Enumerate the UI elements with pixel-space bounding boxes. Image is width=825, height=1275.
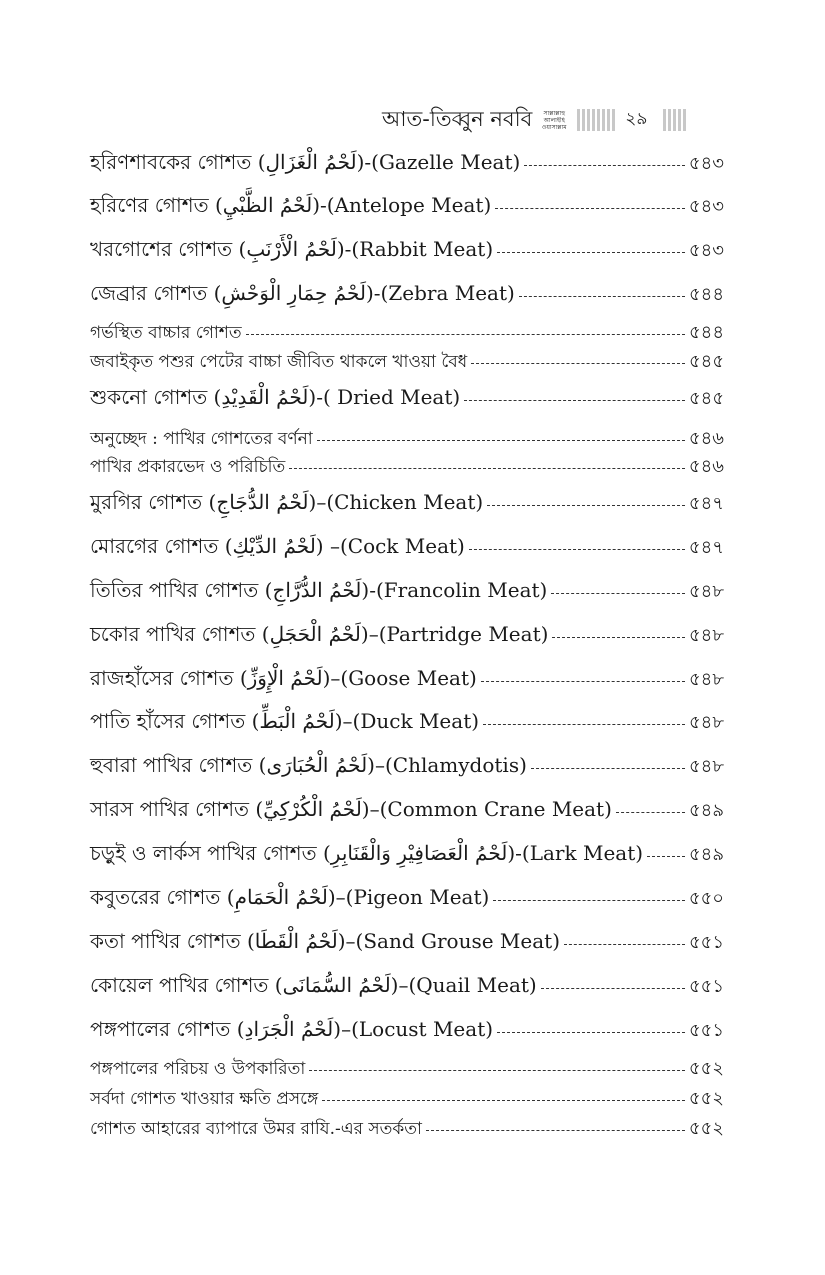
toc-page: ৫৪৮ <box>688 669 724 690</box>
toc-page: ৫৪৭ <box>688 537 724 558</box>
dot-leader <box>483 723 685 725</box>
dot-leader <box>487 504 685 506</box>
toc-title: গর্ভস্থিত বাচ্চার গোশত <box>90 323 242 343</box>
toc-entry <box>90 148 724 181</box>
toc-page: ৫৫১ <box>688 932 724 953</box>
toc-entry <box>90 707 724 740</box>
dot-leader <box>564 943 685 945</box>
toc-title: খরগোশের গোশত (لَحْمُ الْأَرْنَبِ)-(Rabbit Meat) <box>90 237 494 261</box>
dot-leader <box>616 811 685 813</box>
toc-entry <box>90 191 724 224</box>
toc-entry <box>90 1114 724 1145</box>
toc-page: ৫৫২ <box>688 1058 724 1079</box>
toc-entry <box>90 620 724 653</box>
toc-title: জবাইকৃত পশুর পেটের বাচ্চা জীবিত থাকলে খাওয়া বৈধ <box>90 352 468 372</box>
toc-entry <box>90 576 724 609</box>
toc-page: ৫৪৬ <box>688 428 724 449</box>
toc-entry <box>90 279 724 312</box>
toc-title: গোশত আহারের ব্যাপারে উমর রাযি.-এর সতর্কতা <box>90 1119 422 1139</box>
honorific-line: ওয়াসাল্লাম <box>541 123 567 131</box>
toc-title: পাতি হাঁসের গোশত (لَحْمُ الْبَطِّ)–(Duck Meat) <box>90 709 480 733</box>
toc-title: হরিণশাবকের গোশত (لَحْمُ الْغَزَالِ)-(Gazelle Meat) <box>90 150 521 174</box>
book-title: আত-তিব্বুন নববি <box>382 106 533 131</box>
toc-page: ৫৪৫ <box>688 351 724 372</box>
dot-leader <box>493 899 685 901</box>
dot-leader <box>464 399 685 401</box>
honorific-mark <box>537 110 571 131</box>
toc-title: মুরগির গোশত (لَحْمُ الدُّجَاجِ)–(Chicken Meat) <box>90 490 484 514</box>
toc-title: সর্বদা গোশত খাওয়ার ক্ষতি প্রসঙ্গে <box>90 1089 319 1109</box>
toc-entry <box>90 971 724 1004</box>
toc-page: ৫৪৪ <box>688 284 724 305</box>
toc-page: ৫৪৮ <box>688 712 724 733</box>
toc-title: কতা পাখির গোশত (لَحْمُ الْقَطَا)–(Sand Grouse Meat) <box>90 929 560 953</box>
dot-leader <box>481 680 685 682</box>
toc-title: রাজহাঁসের গোশত (لَحْمُ الْإِوَزِّ)–(Goose Meat) <box>90 666 477 690</box>
page-number: ২৯ <box>625 109 648 129</box>
dot-leader <box>497 251 685 253</box>
toc-page: ৫৪৮ <box>688 756 724 777</box>
toc-title: মোরগের গোশত (لَحْمُ الدِّيْكِ) –(Cock Meat) <box>90 534 465 558</box>
toc-entry <box>90 927 724 960</box>
dot-leader <box>495 207 685 209</box>
toc-entry <box>90 1084 724 1115</box>
running-header <box>382 104 727 136</box>
toc-title: চকোর পাখির গোশত (لَحْمُ الْحَجَلِ)–(Partridge Meat) <box>90 622 549 646</box>
dot-leader <box>322 1099 685 1101</box>
dot-leader <box>541 987 685 989</box>
toc-title: কোয়েল পাখির গোশত (لَحْمُ السُّمَانَى)–(Quail Meat) <box>90 973 537 997</box>
toc-entry <box>90 795 724 828</box>
dot-leader <box>531 767 685 769</box>
toc-title: পাখির প্রকারভেদ ও পরিচিতি <box>90 457 286 477</box>
dot-leader <box>552 636 685 638</box>
decorative-bars-right <box>663 109 688 131</box>
toc-title: হরিণের গোশত (لَحْمُ الظَّبْيِ)-(Antelope Meat) <box>90 193 492 217</box>
dot-leader <box>289 467 685 469</box>
toc-entry <box>90 751 724 784</box>
toc-title: শুকনো গোশত (لَحْمُ الْقَدِيْدِ)-( Dried Meat) <box>90 385 461 409</box>
toc-entry <box>90 424 724 455</box>
toc-page: ৫৪৯ <box>688 844 724 865</box>
toc-entry <box>90 347 724 378</box>
toc-page: ৫৫১ <box>688 1020 724 1041</box>
dot-leader <box>551 592 685 594</box>
toc-page: ৫৪৬ <box>688 456 724 477</box>
toc-page: ৫৫১ <box>688 976 724 997</box>
toc-title: চড়ুই ও লার্কস পাখির গোশত (لَحْمُ الْعَصَافِيْرِ وَالْقَنَابِرِ)-(Lark Meat) <box>90 841 644 865</box>
toc-page: ৫৪৭ <box>688 493 724 514</box>
toc-title: সারস পাখির গোশত (لَحْمُ الْكُرْكِيِّ)–(Common Crane Meat) <box>90 797 612 821</box>
dot-leader <box>426 1129 685 1131</box>
dot-leader <box>647 855 685 857</box>
toc-title: পঙ্গপালের পরিচয় ও উপকারিতা <box>90 1059 306 1079</box>
dot-leader <box>497 1031 685 1033</box>
toc-page: ৫৪৮ <box>688 625 724 646</box>
toc-page: ৫৪৯ <box>688 800 724 821</box>
dot-leader <box>519 295 685 297</box>
honorific-line: সাল্লাল্লাহু <box>543 109 566 117</box>
toc-entry <box>90 235 724 268</box>
toc-page: ৫৪৩ <box>688 196 724 217</box>
toc-page: ৫৪৫ <box>688 388 724 409</box>
toc-page: ৫৫২ <box>688 1118 724 1139</box>
honorific-line: আলাইহি <box>543 116 565 124</box>
toc-title: তিতির পাখির গোশত (لَحْمُ الدُّرَّاجِ)-(Francolin Meat) <box>90 578 548 602</box>
dot-leader <box>524 164 685 166</box>
toc-entry <box>90 452 724 483</box>
toc-title: হুবারা পাখির গোশত (لَحْمُ الْحُبَارَى)–(Chlamydotis) <box>90 753 527 777</box>
toc-entry <box>90 883 724 916</box>
toc-entry <box>90 1015 724 1048</box>
toc-entry <box>90 488 724 521</box>
dot-leader <box>246 333 685 335</box>
decorative-bars-left <box>577 109 617 131</box>
dot-leader <box>317 439 685 441</box>
toc-title: কবুতরের গোশত (لَحْمُ الْحَمَامِ)–(Pigeon Meat) <box>90 885 490 909</box>
toc-entry <box>90 383 724 416</box>
toc-title: জেব্রার গোশত (لَحْمُ حِمَارِ الْوَحْشِ)-(Zebra Meat) <box>90 281 515 305</box>
toc-page: ৫৪৮ <box>688 581 724 602</box>
toc-page: ৫৫২ <box>688 1088 724 1109</box>
toc-entry <box>90 1054 724 1085</box>
dot-leader <box>469 548 685 550</box>
toc-page: ৫৪৩ <box>688 153 724 174</box>
dot-leader <box>309 1069 685 1071</box>
toc-entry <box>90 839 724 872</box>
toc-entry <box>90 318 724 349</box>
toc-title: অনুচ্ছেদ : পাখির গোশতের বর্ণনা <box>90 429 313 449</box>
toc-title: পঙ্গপালের গোশত (لَحْمُ الْجَرَادِ)–(Locust Meat) <box>90 1017 494 1041</box>
toc-page: ৫৪৪ <box>688 322 724 343</box>
toc-entry <box>90 532 724 565</box>
dot-leader <box>471 362 685 364</box>
toc-entry <box>90 664 724 697</box>
toc-page: ৫৪৩ <box>688 240 724 261</box>
toc-page: ৫৫০ <box>688 888 724 909</box>
